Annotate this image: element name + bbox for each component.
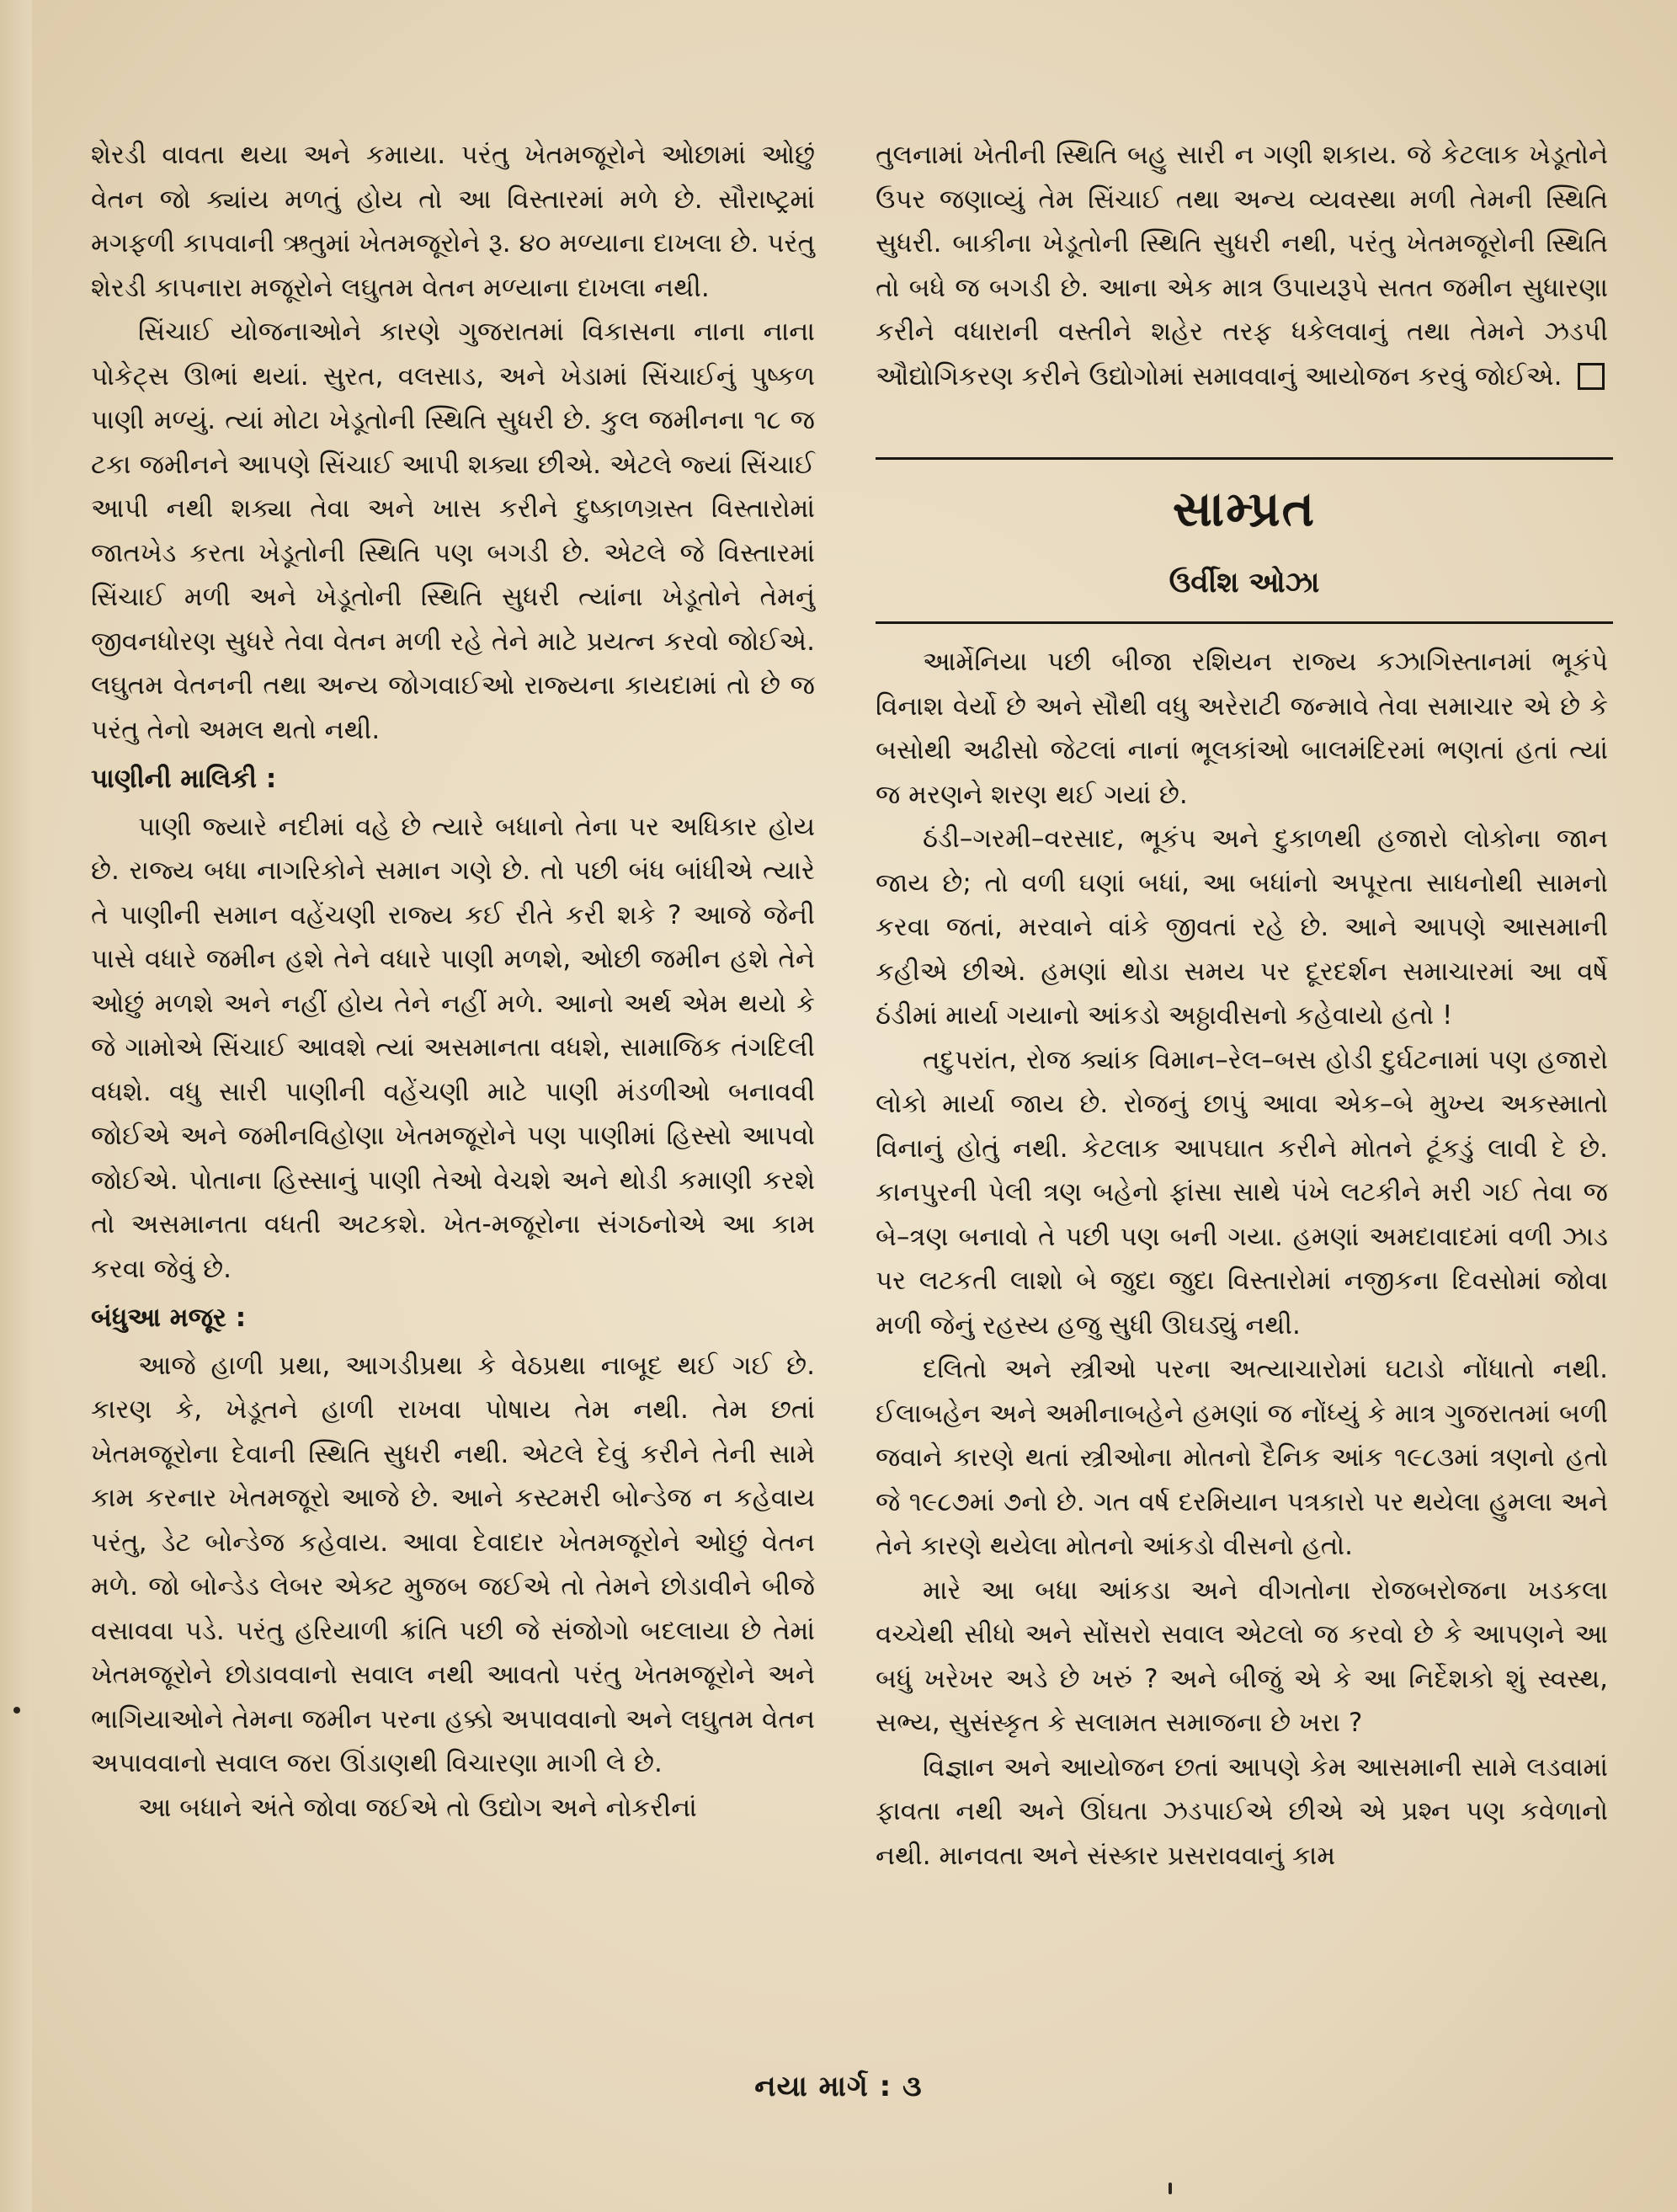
left-paragraph-4: આજે હાળી પ્રથા, આગડીપ્રથા કે વેઠપ્રથા નાબૂદ થઈ ગઈ છે. કારણ કે, ખેડૂતને હાળી રાખવા પોષાય તેમ નથી. તેમ છતાં ખેતમજૂરોના દેવાની સ્થિતિ સુધરી નથી. એટલે દેવું કરીને તેની સામે કામ કરનાર ખેતમજૂરો આજે છે. આને કસ્ટમરી બોન્ડેજ ન કહેવાય પરંતુ, ડેટ બોન્ડેજ કહેવાય. આવા દેવાદાર ખેતમજૂરોને ઓછું વેતન મળે. જો બોન્ડેડ લેબર એક્ટ મુજબ જઈએ તો તેમને છોડાવીને બીજે વસાવવા પડે. પરંતુ હરિયાળી ક્રાંતિ પછી જે સંજોગો બદલાયા છે તેમાં ખેતમજૂરોને છોડાવવાનો સવાલ નથી આવતો પરંતુ ખેતમજૂરોને અને ભાગિયાઓને તેમના જમીન પરના હક્કો અપાવવાનો અને લઘુતમ વેતન અપાવવાનો સવાલ જરા ઊંડાણથી વિચારણા માગી લે છે. xyxy=(91,1350,815,1778)
left-paragraph-1: શેરડી વાવતા થયા અને કમાયા. પરંતુ ખેતમજૂરોને ઓછામાં ઓછું વેતન જો ક્યાંય મળતું હોય તો આ વિસ્તારમાં મળે છે. સૌરાષ્ટ્રમાં મગફળી કાપવાની ઋતુમાં ખેતમજૂરોને રૂ. ૪૦ મળ્યાના દાખલા છે. પરંતુ શેરડી કાપનારા મજૂરોને લઘુતમ વેતન મળ્યાના દાખલા નથી. xyxy=(91,140,815,303)
right-column-top xyxy=(876,133,1608,398)
subheading-water-ownership: પાણીની માલિકી : xyxy=(91,764,277,794)
torn-left-edge xyxy=(0,0,32,2212)
left-column xyxy=(91,133,815,1830)
right-column-article xyxy=(876,640,1608,1878)
left-paragraph-2: સિંચાઈ યોજનાઓને કારણે ગુજરાતમાં વિકાસના નાના નાના પોકેટ્સ ઊભાં થયાં. સુરત, વલસાડ, અને ખેડામાં સિંચાઈનું પુષ્કળ પાણી મળ્યું. ત્યાં મોટા ખેડૂતોની સ્થિતિ સુધરી છે. કુલ જમીનના ૧૮ જ ટકા જમીનને આપણે સિંચાઈ આપી શક્યા છીએ. એટલે જ્યાં સિંચાઈ આપી નથી શક્યા તેવા અને ખાસ કરીને દુષ્કાળગ્રસ્ત વિસ્તારોમાં જાતખેડ કરતા ખેડૂતોની સ્થિતિ પણ બગડી છે. એટલે જે વિસ્તારમાં સિંચાઈ મળી અને ખેડૂતોની સ્થિતિ સુધરી ત્યાંના ખેડૂતોને તેમનું જીવનધોરણ સુધરે તેવા વેતન મળી રહે તેને માટે પ્રયત્ન કરવો જોઈએ. લઘુતમ વેતનની તથા અન્ય જોગવાઈઓ રાજ્યના કાયદામાં તો છે જ પરંતુ તેનો અમલ થતો નથી. xyxy=(91,317,815,745)
section-title: સામ્પ્રત xyxy=(1172,480,1317,537)
right-paragraph-2: આર્મેનિયા પછી બીજા રશિયન રાજ્ય કઝાગિસ્તાનમાં ભૂકંપે વિનાશ વેર્યો છે અને સૌથી વધુ અરેરાટી જન્માવે તેવા સમાચાર એ છે કે બસોથી અઢીસો જેટલાં નાનાં ભૂલકાંઓ બાલમંદિરમાં ભણતાં હતાં ત્યાં જ મરણને શરણ થઈ ગયાં છે. xyxy=(876,647,1608,810)
right-paragraph-1-text: તુલનામાં ખેતીની સ્થિતિ બહુ સારી ન ગણી શકાય. જે કેટલાક ખેડૂતોને ઉપર જણાવ્યું તેમ સિંચાઈ તથા અન્ય વ્યવસ્થા મળી તેમની સ્થિતિ સુધરી. બાકીના ખેડૂતોની સ્થિતિ સુધરી નથી, પરંતુ ખેતમજૂરોની સ્થિતિ તો બધે જ બગડી છે. આના એક માત્ર ઉપાયરૂપે સતત જમીન સુધારણા કરીને વધારાની વસ્તીને શહેર તરફ ધકેલવાનું તથા તેમને ઝડપી ઔદ્યોગિકરણ કરીને ઉદ્યોગોમાં સમાવવાનું આયોજન કરવું જોઈએ. xyxy=(876,140,1608,392)
ink-speck xyxy=(1169,2183,1172,2194)
section-divider-top xyxy=(876,457,1613,460)
right-paragraph-1 xyxy=(876,133,1608,398)
right-paragraph-5: દલિતો અને સ્ત્રીઓ પરના અત્યાચારોમાં ઘટાડો નોંધાતો નથી. ઈલાબહેન અને અમીનાબહેને હમણાં જ નોંધ્યું કે માત્ર ગુજરાતમાં બળી જવાને કારણે થતાં સ્ત્રીઓના મોતનો દૈનિક આંક ૧૯૮૩માં ત્રણનો હતો જે ૧૯૮૭માં ૭નો છે. ગત વર્ષ દરમિયાન પત્રકારો પર થયેલા હુમલા અને તેને કારણે થયેલા મોતનો આંકડો વીસનો હતો. xyxy=(876,1354,1608,1561)
right-paragraph-3: ઠંડી–ગરમી–વરસાદ, ભૂકંપ અને દુકાળથી હજારો લોકોના જાન જાય છે; તો વળી ઘણાં બધાં, આ બધાંનો અપૂરતા સાધનોથી સામનો કરવા જતાં, મરવાને વાંકે જીવતાં રહે છે. આને આપણે આસમાની કહીએ છીએ. હમણાં થોડા સમય પર દૂરદર્શન સમાચારમાં આ વર્ષે ઠંડીમાં માર્યા ગયાનો આંકડો અઠ્ઠાવીસનો કહેવાયો હતો ! xyxy=(876,824,1608,1031)
left-paragraph-5: આ બધાને અંતે જોવા જઈએ તો ઉદ્યોગ અને નોકરીનાં xyxy=(138,1792,697,1823)
right-paragraph-4: તદુપરાંત, રોજ ક્યાંક વિમાન–રેલ–બસ હોડી દુર્ઘટનામાં પણ હજારો લોકો માર્યા જાય છે. રોજનું છાપું આવા એક–બે મુખ્ય અકસ્માતો વિનાનું હોતું નથી. કેટલાક આપઘાત કરીને મોતને ટૂંકડું લાવી દે છે. કાનપુરની પેલી ત્રણ બહેનો ફાંસા સાથે પંખે લટકીને મરી ગઈ તેવા જ બે–ત્રણ બનાવો તે પછી પણ બની ગયા. હમણાં અમદાવાદમાં વળી ઝાડ પર લટકતી લાશો બે જુદા જુદા વિસ્તારોમાં નજીકના દિવસોમાં જોવા મળી જેનું રહસ્ય હજુ સુધી ઊઘડ્યું નથી. xyxy=(876,1044,1608,1341)
left-paragraph-3: પાણી જ્યારે નદીમાં વહે છે ત્યારે બધાનો તેના પર અધિકાર હોય છે. રાજ્ય બધા નાગરિકોને સમાન ગણે છે. તો પછી બંધ બાંધીએ ત્યારે તે પાણીની સમાન વહેંચણી રાજ્ય કઈ રીતે કરી શકે ? આજે જેની પાસે વધારે જમીન હશે તેને વધારે પાણી મળશે, ઓછી જમીન હશે તેને ઓછું મળશે અને નહીં હોય તેને નહીં મળે. આનો અર્થ એમ થયો કે જે ગામોએ સિંચાઈ આવશે ત્યાં અસમાનતા વધશે, સામાજિક તંગદિલી વધશે. વધુ સારી પાણીની વહેંચણી માટે પાણી મંડળીઓ બનાવવી જોઈએ અને જમીનવિહોણા ખેતમજૂરોને પણ પાણીમાં હિસ્સો આપવો જોઈએ. પોતાના હિસ્સાનું પાણી તેઓ વેચશે અને થોડી કમાણી કરશે તો અસમાનતા વધતી અટકશે. ખેત-મજૂરોના સંગઠનોએ આ કામ કરવા જેવું છે. xyxy=(91,811,815,1284)
end-mark-square-icon xyxy=(1578,363,1605,390)
ink-speck xyxy=(13,1707,20,1714)
author-byline: ઉર્વીશ ઓઝા xyxy=(1169,566,1320,600)
section-divider-bottom xyxy=(876,621,1613,624)
page-footer: નયા માર્ગ : ૩ xyxy=(754,2070,923,2103)
right-paragraph-7: વિજ્ઞાન અને આયોજન છતાં આપણે કેમ આસમાની સામે લડવામાં ફાવતા નથી અને ઊંઘતા ઝડપાઈએ છીએ એ પ્રશ્ન પણ કવેળાનો નથી. માનવતા અને સંસ્કાર પ્રસરાવવાનું કામ xyxy=(876,1751,1608,1871)
right-paragraph-6: મારે આ બધા આંકડા અને વીગતોના રોજબરોજના ખડકલા વચ્ચેથી સીધો અને સોંસરો સવાલ એટલો જ કરવો છે કે આપણને આ બધું ખરેખર અડે છે ખરું ? અને બીજું એ કે આ નિર્દેશકો શું સ્વસ્થ, સભ્ય, સુસંસ્કૃત કે સલામત સમાજના છે ખરા ? xyxy=(876,1575,1608,1738)
subheading-bonded-labour: બંધુઆ મજૂર : xyxy=(91,1303,247,1333)
